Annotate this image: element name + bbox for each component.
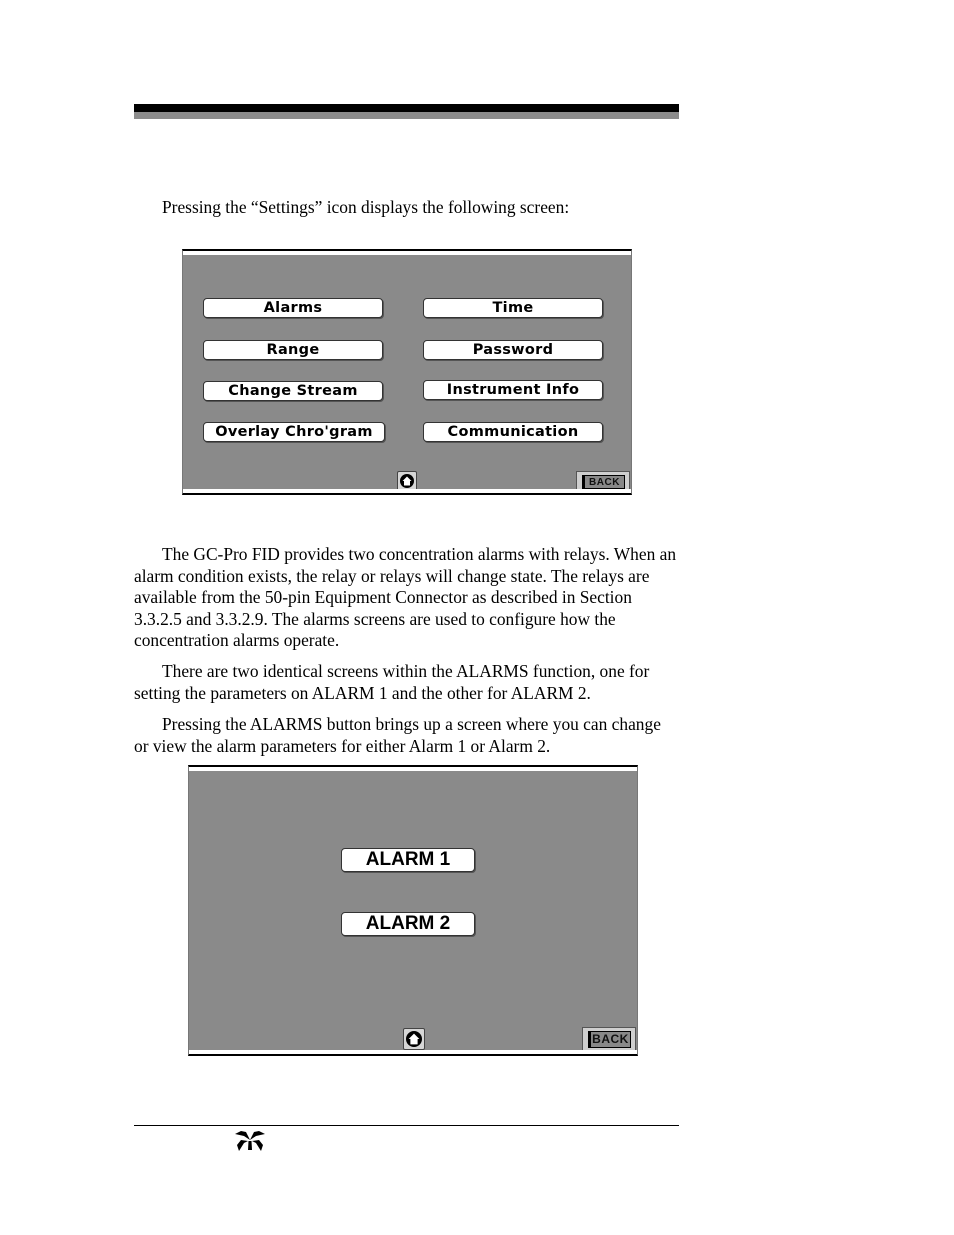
alarm-2-button[interactable]: ALARM 2 <box>341 912 475 936</box>
footer-rule <box>134 1125 679 1126</box>
teledyne-logo-icon <box>232 1130 268 1157</box>
back-button-label: BACK <box>582 475 625 489</box>
change-stream-button[interactable]: Change Stream <box>203 381 383 401</box>
time-button[interactable]: Time <box>423 298 603 318</box>
home-icon <box>406 1031 422 1047</box>
header-rule-black <box>134 104 679 112</box>
password-button[interactable]: Password <box>423 340 603 360</box>
alarms-button-paragraph: Pressing the ALARMS button brings up a screen where you can change or view the alarm parameters for either Alarm 1 or Alarm 2. <box>134 714 661 756</box>
settings-screen <box>182 249 632 495</box>
home-button[interactable] <box>397 471 417 491</box>
alarm-1-button[interactable]: ALARM 1 <box>341 848 475 872</box>
communication-button[interactable]: Communication <box>423 422 603 442</box>
back-button[interactable] <box>582 1027 636 1052</box>
identical-screens-paragraph: There are two identical screens within the ALARMS function, one for setting the parameters on ALARM 1 and the other for ALARM 2. <box>134 661 650 703</box>
instrument-info-button[interactable]: Instrument Info <box>423 380 603 400</box>
alarms-screen <box>188 765 638 1056</box>
alarms-description-paragraph: The GC-Pro FID provides two concentration alarms with relays. When an alarm condition exists, the relay or relays will change state. The relays are available from the 50-pin Equipment Connector as described in Section 3.3.2.5 and 3.3.2.9. The alarms screens are used to configure how the concentration alarms operate. <box>134 544 677 650</box>
home-button[interactable] <box>403 1028 425 1050</box>
home-icon <box>400 474 414 488</box>
intro-text: Pressing the “Settings” icon displays the following screen: <box>162 197 570 217</box>
alarms-button[interactable]: Alarms <box>203 298 383 318</box>
header-rule-gray <box>134 112 679 119</box>
overlay-chrogram-button[interactable]: Overlay Chro'gram <box>203 422 385 442</box>
back-button[interactable] <box>576 471 630 493</box>
back-button-label: BACK <box>588 1031 631 1048</box>
range-button[interactable]: Range <box>203 340 383 360</box>
